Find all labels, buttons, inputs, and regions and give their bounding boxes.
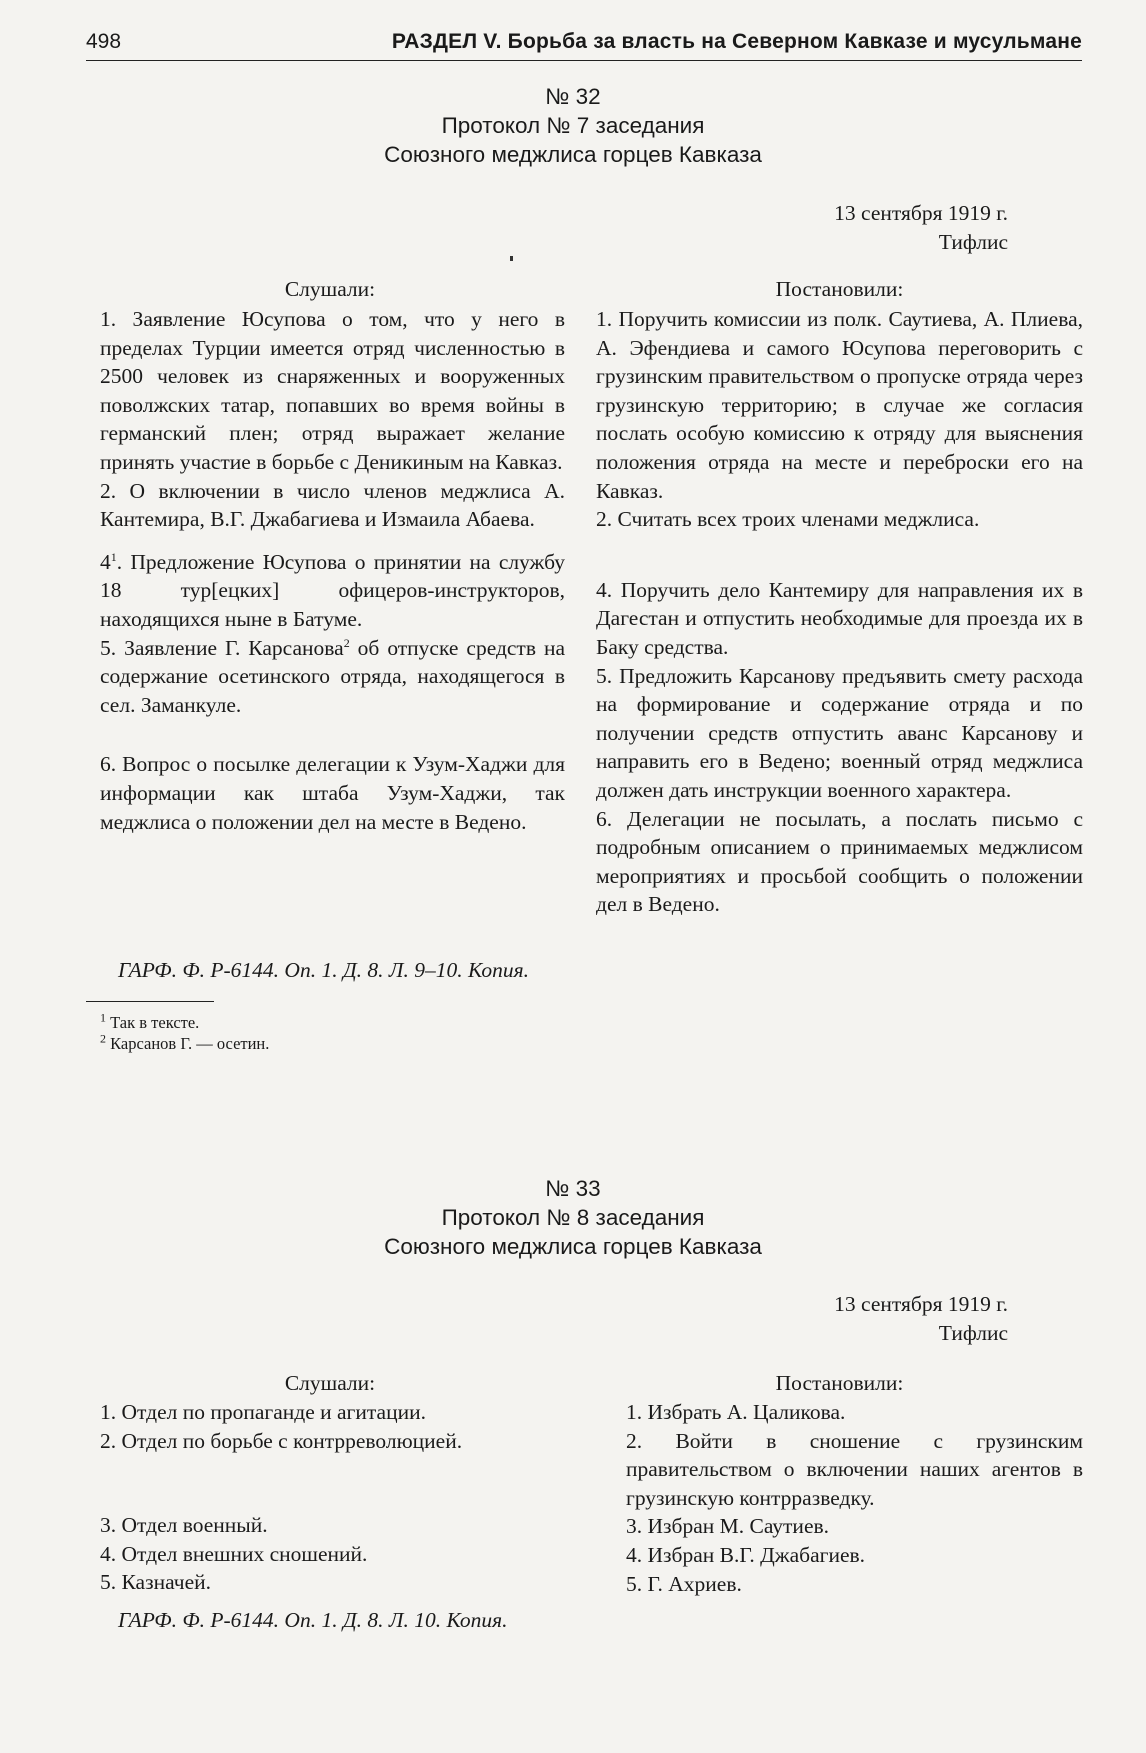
doc32-left-item-2: 2. О включении в число членов меджлиса А. Кантемира, В.Г. Джабагиева и Измаила Абаева.: [100, 478, 565, 532]
doc32-right-item-1: 1. Поручить комиссии из полк. Саутиева, А. Плиева, А. Эфендиева и самого Юсупова переговорить с грузинским правительством о пропуске отряда через грузинскую территорию; в случае же согласия послать особую комиссию к отряду для выяснения положения отряда на месте и переброски его на Кавказ.: [596, 307, 1083, 503]
footnote-ref-2: 2: [343, 635, 350, 650]
doc32-left-item-6: 6. Вопрос о посылке делегации к Узум-Хаджи для информации как штаба Узум-Хаджи, так меджлиса о положении дел на месте в Ведено.: [100, 752, 565, 834]
doc33-left-item-1: 1. Отдел по пропаганде и агитации.: [100, 1400, 426, 1424]
doc33-title-line2: Союзного меджлиса горцев Кавказа: [384, 1234, 762, 1259]
footnote-1-text: Так в тексте.: [110, 1013, 200, 1032]
doc32-left-item-4-text: . Предложение Юсупова о принятии на службу 18 тур[ецких] офицеров-инструкторов, находящихся ныне в Батуме.: [100, 549, 565, 631]
footnote-1: [100, 1010, 200, 1033]
doc32-source: ГАРФ. Ф. Р-6144. Оп. 1. Д. 8. Л. 9–10. Копия.: [118, 958, 530, 982]
footnote-2-text: Карсанов Г. — осетин.: [110, 1034, 270, 1053]
doc32-left-heading: Слушали:: [284, 277, 376, 301]
doc32-right-item-2: 2. Считать всех троих членами меджлиса.: [596, 507, 980, 532]
doc33-right-item-2: 2. Войти в сношение с грузинским правительством о включении наших агентов в грузинскую контрразведку.: [626, 1428, 1083, 1510]
doc33-left-item-2: 2. Отдел по борьбе с контрреволюцией.: [100, 1428, 463, 1453]
footnote-1-mark: 1: [100, 1010, 106, 1025]
doc33-place: Тифлис: [938, 1321, 1008, 1345]
footnote-ref-1: 1: [110, 549, 117, 564]
doc32-right-item-4: 4. Поручить дело Кантемиру для направления их в Дагестан и отпустить необходимые для проезда их в Баку средства.: [596, 577, 1083, 659]
doc32-left-item-5: [100, 634, 565, 720]
doc32-right-heading: Постановили:: [775, 277, 904, 301]
doc33-right-heading: Постановили:: [775, 1371, 904, 1395]
doc33-right-item-5: 5. Г. Ахриев.: [626, 1571, 742, 1596]
doc33-date-place: [834, 1290, 1008, 1348]
doc32-left-item-4: $4^1$. Предложение Юсупова о принятии на службу 18 тур[ецких] офицеров-инструкторов, находящихся ныне в Батуме.: [100, 549, 565, 631]
doc33-left-item-4: 4. Отдел внешних сношений.: [100, 1541, 368, 1566]
doc33-left-column: [100, 1398, 565, 1597]
doc32-left-column: [100, 305, 565, 836]
doc32-right-item-6: 6. Делегации не посылать, а послать письмо с подробным описанием о принимаемых меджлисом мероприятиях и просьбой сообщить о положении дел в Ведено.: [596, 806, 1083, 917]
doc33-title-line1: Протокол № 8 заседания: [441, 1205, 705, 1230]
doc32-place: Тифлис: [938, 230, 1008, 254]
doc33-date: 13 сентября 1919 г.: [834, 1292, 1008, 1316]
page-number: 498: [86, 30, 122, 53]
doc32-left-item-5-part-a: 5. Заявление Г. Карсанова: [100, 635, 344, 660]
doc33-right-column: [626, 1398, 1083, 1598]
doc32-left-item-1: 1. Заявление Юсупова о том, что у него в пределах Турции имеется отряд численностью в 2500 человек из снаряженных и вооруженных поволжских татар, попавших во время войны в германский плен; отряд выражает желание принять участие в борьбе с Деникиным на Кавказ.: [100, 307, 565, 474]
footnote-2: [100, 1031, 270, 1054]
doc33-right-item-3: 3. Избран М. Саутиев.: [626, 1514, 830, 1539]
running-header: [86, 28, 1082, 61]
doc33-source: ГАРФ. Ф. Р-6144. Оп. 1. Д. 8. Л. 10. Копия.: [118, 1608, 508, 1632]
doc33-left-item-5: 5. Казначей.: [100, 1570, 212, 1595]
doc32-number: № 32: [545, 84, 601, 109]
doc33-right-item-4: 4. Избран В.Г. Джабагиев.: [626, 1542, 866, 1567]
doc33-number: № 33: [545, 1176, 601, 1201]
doc32-right-item-5: 5. Предложить Карсанову предъявить смету расхода на формирование и содержание отряда и по получении средств отпустить аванс Карсанову и направить его в Ведено; военный отряд меджлиса должен дать инструкции военного характера.: [596, 663, 1083, 802]
doc32-title-line1: Протокол № 7 заседания: [441, 113, 705, 138]
doc33-left-item-3: 3. Отдел военный.: [100, 1513, 268, 1538]
doc33-left-heading: Слушали:: [284, 1371, 376, 1395]
doc32-date-place: [834, 199, 1008, 257]
doc32-right-column: [596, 305, 1083, 919]
footnote-separator: [86, 1001, 214, 1002]
doc33-right-item-1: 1. Избрать А. Цаликова.: [626, 1400, 846, 1424]
stray-mark: [510, 256, 513, 261]
doc32-left-item-5-part-b: об отпуске средств на содержание осетинского отряда, находящегося в сел. Заманкуле.: [100, 635, 565, 717]
doc32-title-line2: Союзного меджлиса горцев Кавказа: [384, 142, 762, 167]
footnote-2-mark: 2: [100, 1031, 106, 1046]
doc32-date: 13 сентября 1919 г.: [834, 201, 1008, 225]
section-title: РАЗДЕЛ V. Борьба за власть на Северном Кавказе и мусульмане: [391, 30, 1082, 53]
